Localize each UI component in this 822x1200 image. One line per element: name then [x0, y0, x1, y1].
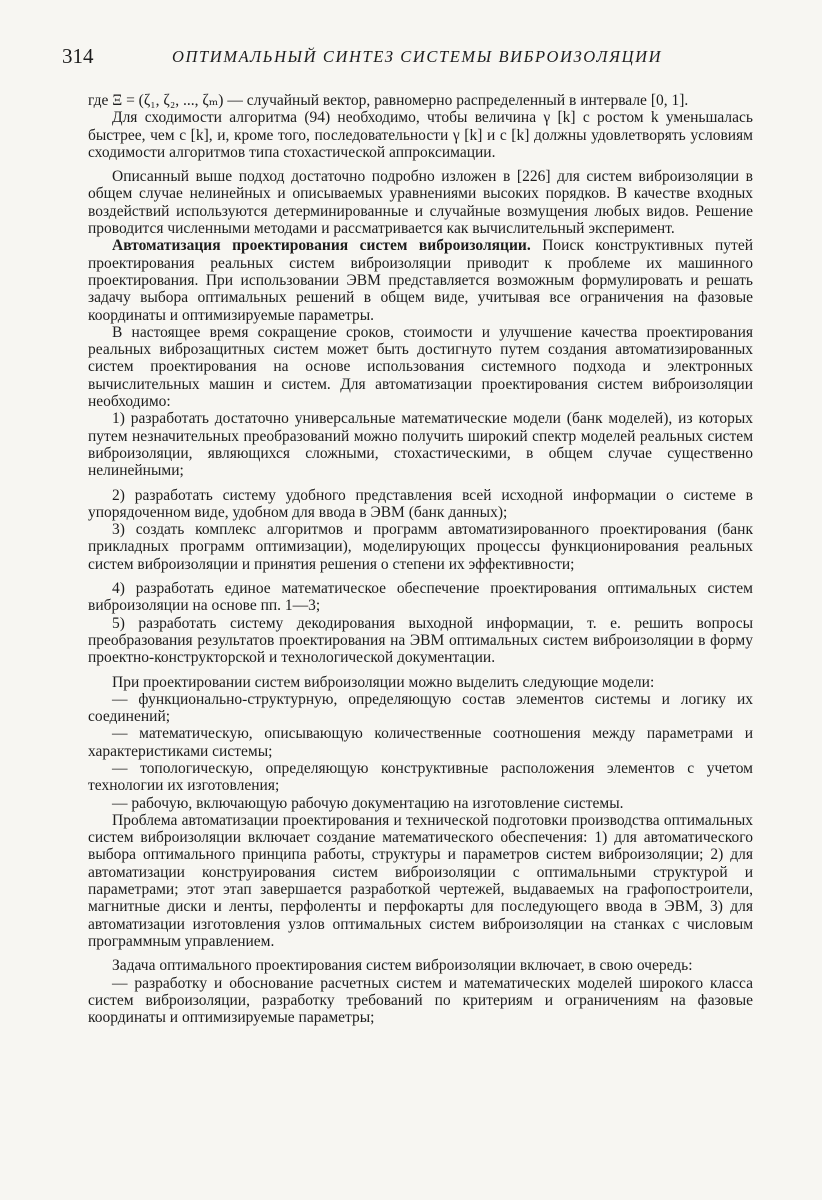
paragraph-automation-intro: [88, 237, 753, 323]
paragraph-problem: Проблема автоматизации проектирования и технической подготовки производства оптимальных систем виброизоляции включает создание математического обеспечения: 1) для автоматического выбора оптимального принципа работы, структуры и параметров систем виброизоляции; 2) для автоматизации конструирования систем виброизоляции с оптимальными структурой и параметрами; этот этап завершается разработкой чертежей, выдаваемых на графопостроители, магнитные диски и ленты, перфоленты и перфокарты для последующего ввода в ЭВМ, 3) для автоматизации изготовления узлов оптимальных систем виброизоляции на станках с числовым программным управлением.: [88, 811, 753, 950]
list-item-1: 1) разработать достаточно универсальные математические модели (банк моделей), из которых путем незначительных преобразований можно получить широкий спектр моделей реальных систем виброизоляции, являющихся сложными, стохастическими, в общем случае существенно нелинейными;: [88, 410, 753, 480]
paragraph-convergence: Для сходимости алгоритма (94) необходимо, чтобы величина γ [k] с ростом k уменьшалась быстрее, чем c [k], и, кроме того, последовательности γ [k] и c [k] должны удовлетворять условиям сходимости алгоритмов типа стохастической аппроксимации.: [88, 109, 753, 161]
model-item-topological: — топологическую, определяющую конструктивные расположения элементов с учетом технологии их изготовления;: [88, 759, 753, 795]
running-title: ОПТИМАЛЬНЫЙ СИНТЕЗ СИСТЕМЫ ВИБРОИЗОЛЯЦИИ: [172, 47, 663, 66]
page-header: [62, 44, 762, 74]
paragraph-vector-definition: где Ξ = (ζ₁, ζ₂, ..., ζₘ) — случайный вектор, равномерно распределенный в интервале [0, 1].: [88, 92, 689, 109]
paragraph-models-intro: При проектировании систем виброизоляции можно выделить следующие модели:: [112, 673, 655, 691]
list-item-2: 2) разработать систему удобного представления всей исходной информации о системе в упорядоченном виде, удобном для ввода в ЭВМ (банк данных);: [88, 486, 753, 521]
model-item-mathematical: — математическую, описывающую количественные соотношения между параметрами и характеристиками системы;: [88, 725, 753, 760]
list-item-4: 4) разработать единое математическое обеспечение проектирования оптимальных систем виброизоляции на основе пп. 1—3;: [88, 580, 753, 615]
paragraph-task: Задача оптимального проектирования систем виброизоляции включает, в свою очередь:: [112, 957, 693, 975]
paragraph-approach: Описанный выше подход достаточно подробно изложен в [226] для систем виброизоляции в общем случае нелинейных и описываемых уравнениями высоких порядков. В качестве входных воздействий используются детерминированные и случайные возмущения любых видов. Решение проводится численными методами и рассматривается как вычислительный эксперимент.: [88, 168, 753, 238]
model-item-functional: — функционально-структурную, определяющую состав элементов системы и логику их соединений;: [88, 690, 753, 726]
task-item-development: — разработку и обоснование расчетных систем и математических моделей широкого класса систем виброизоляции, разработку требований по критериям и ограничениям на фазовые координаты и оптимизируемые параметры;: [88, 974, 753, 1027]
body-text: [88, 92, 753, 1026]
paragraph-current-state: В настоящее время сокращение сроков, стоимости и улучшение качества проектирования реальных виброзащитных систем может быть достигнуто путем создания автоматизированных систем проектирования на основе использования системного подхода и электронных вычислительных машин и систем. Для автоматизации проектирования систем виброизоляции необходимо:: [88, 323, 753, 411]
page-number: 314: [62, 44, 94, 68]
model-item-working: — рабочую, включающую рабочую документацию на изготовление системы.: [112, 794, 624, 812]
list-item-3: 3) создать комплекс алгоритмов и программ автоматизированного проектирования (банк прикладных программ оптимизации), моделирующих процессы функционирования реальных систем виброизоляции и принятия решения о степени их эффективности;: [88, 521, 753, 573]
section-lead-heading: Автоматизация проектирования систем виброизоляции.: [112, 237, 531, 255]
list-item-5: 5) разработать систему декодирования выходной информации, т. е. решить вопросы преобразования результатов проектирования на ЭВМ оптимальных систем виброизоляции в форму проектно-конструкторской и технологической документации.: [88, 614, 753, 667]
paragraph-automation-text: Поиск конструктивных путей проектирования реальных систем виброизоляции приводит к проблеме их машинного проектирования. При использовании ЭВМ представляется возможным формулировать и решать задачу выбора оптимальных решений в общем виде, учитывая все ограничения на фазовые координаты и оптимизируемые параметры.: [88, 237, 753, 324]
